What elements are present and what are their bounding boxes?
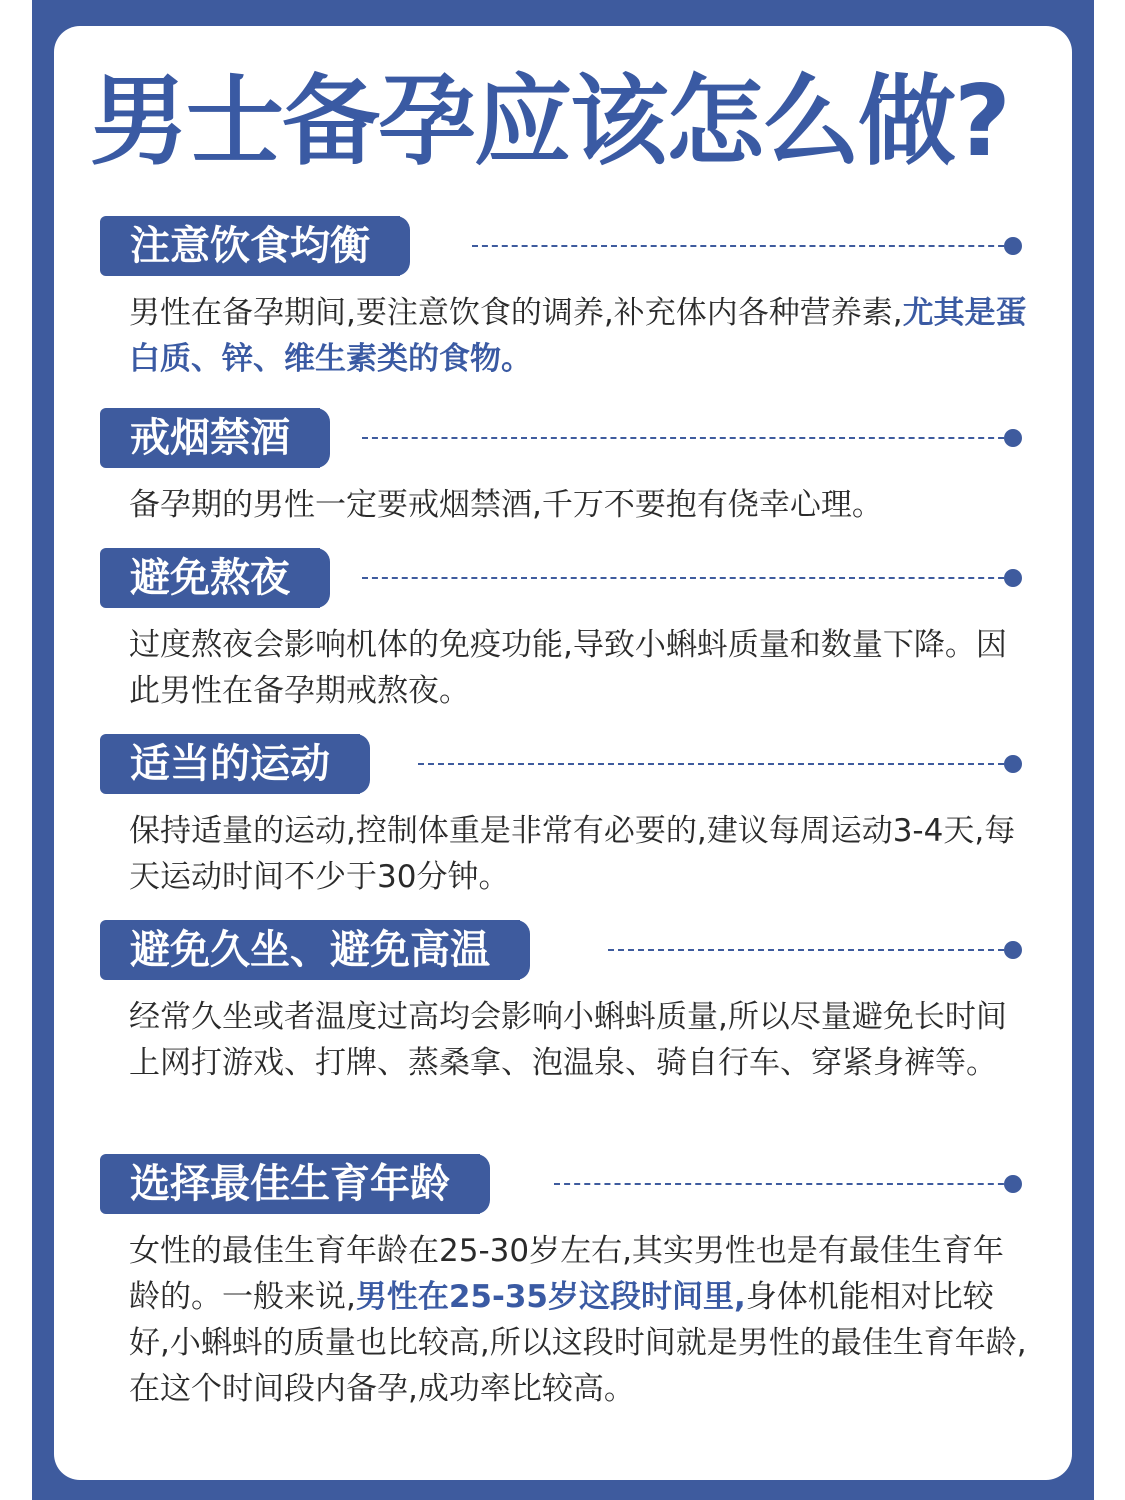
highlight-text: 男性在25-35岁这段时间里, <box>355 1279 746 1315</box>
section-heading: 选择最佳生育年龄 <box>100 1154 480 1214</box>
dashed-line <box>608 949 1014 951</box>
section-body <box>129 808 1034 900</box>
section-header <box>100 734 1040 794</box>
dot-icon <box>1004 429 1022 447</box>
section-diet <box>100 216 1040 382</box>
section-header <box>100 548 1040 608</box>
section-header <box>100 408 1040 468</box>
body-text: 女性的最佳生育年龄在25-30岁左右,其实男性也是有最佳生育年龄的。一般来说, <box>129 1233 1004 1315</box>
section-no-late-nights <box>100 548 1040 714</box>
highlight-text: 尤其是蛋白质、锌、维生素类的食物。 <box>129 295 1027 377</box>
dashed-line <box>418 763 1014 765</box>
body-text: 过度熬夜会影响机体的免疫功能,导致小蝌蚪质量和数量下降。因此男性在备孕期戒熬夜。 <box>129 627 1007 709</box>
section-best-age <box>100 1154 1040 1412</box>
section-body <box>129 622 1034 714</box>
body-text: 备孕期的男性一定要戒烟禁酒,千万不要抱有侥幸心理。 <box>129 487 883 523</box>
body-text-end: 身体机能相对比较好,小蝌蚪的质量也比较高,所以这段时间就是男性的最佳生育年龄,在这个时间段内备孕,成功率比较高。 <box>129 1279 1027 1407</box>
section-header <box>100 216 1040 276</box>
body-text: 男性在备孕期间,要注意饮食的调养,补充体内各种营养素, <box>129 295 903 331</box>
section-heading: 避免熬夜 <box>100 548 320 608</box>
dashed-line <box>362 577 1014 579</box>
dot-icon <box>1004 941 1022 959</box>
section-body <box>129 1228 1034 1412</box>
section-heading: 避免久坐、避免高温 <box>100 920 520 980</box>
dot-icon <box>1004 1175 1022 1193</box>
dashed-line <box>472 245 1014 247</box>
section-avoid-sitting-heat <box>100 920 1040 1086</box>
dashed-line <box>554 1183 1014 1185</box>
dashed-line <box>362 437 1014 439</box>
section-body <box>129 994 1034 1086</box>
dot-icon <box>1004 237 1022 255</box>
section-no-smoking <box>100 408 1040 528</box>
body-text: 经常久坐或者温度过高均会影响小蝌蚪质量,所以尽量避免长时间上网打游戏、打牌、蒸桑拿、泡温泉、骑自行车、穿紧身裤等。 <box>129 999 1007 1081</box>
dot-icon <box>1004 569 1022 587</box>
dot-icon <box>1004 755 1022 773</box>
section-header <box>100 1154 1040 1214</box>
section-body <box>129 482 1034 528</box>
page-title: 男士备孕应该怎么做? <box>90 65 1009 179</box>
section-heading: 适当的运动 <box>100 734 360 794</box>
section-exercise <box>100 734 1040 900</box>
section-body <box>129 290 1034 382</box>
section-header <box>100 920 1040 980</box>
section-heading: 注意饮食均衡 <box>100 216 400 276</box>
section-heading: 戒烟禁酒 <box>100 408 320 468</box>
body-text: 保持适量的运动,控制体重是非常有必要的,建议每周运动3-4天,每天运动时间不少于30分钟。 <box>129 813 1016 895</box>
